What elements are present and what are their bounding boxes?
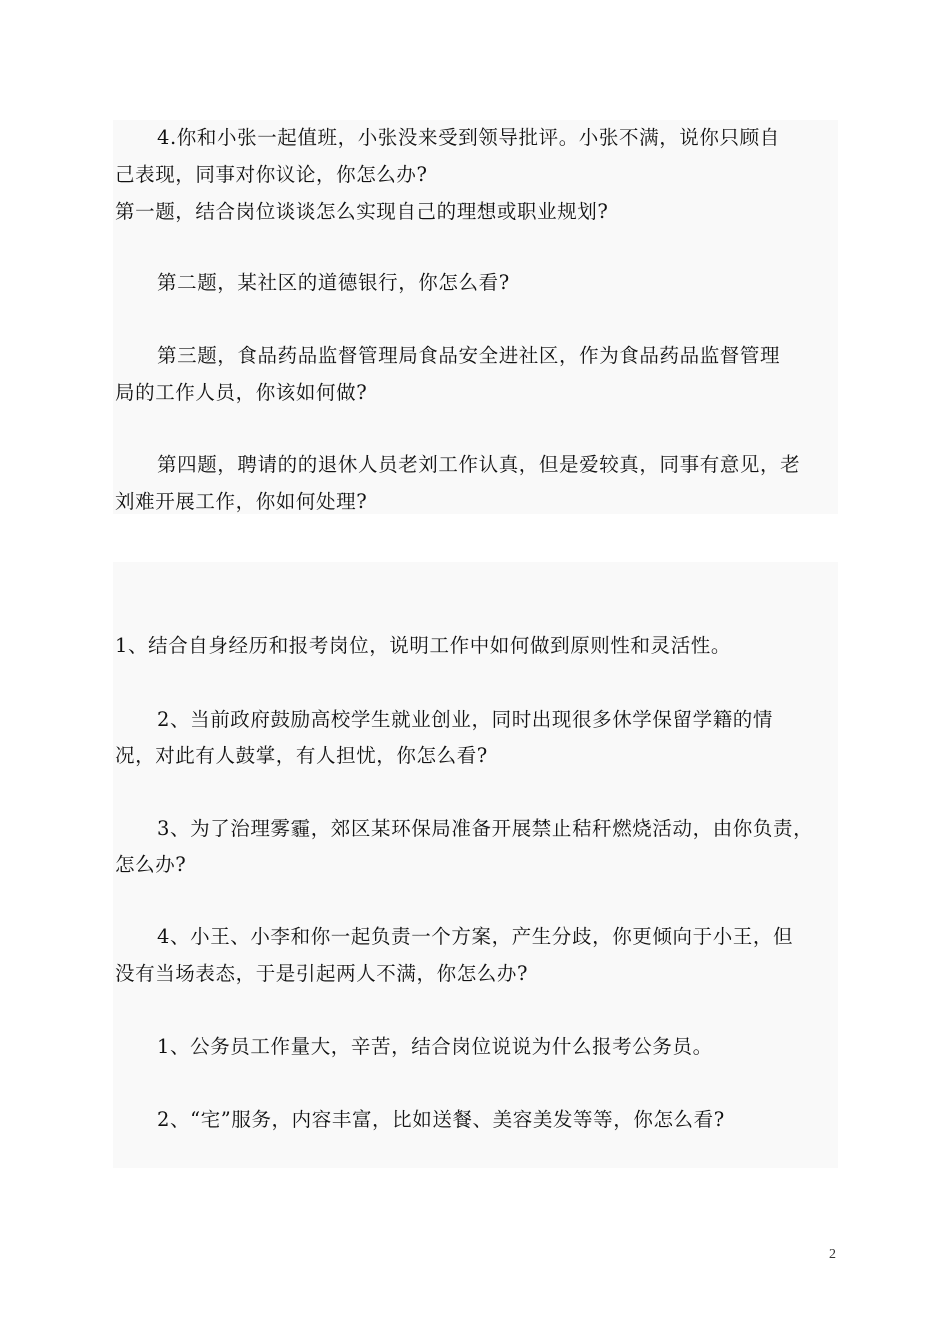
topic-4-line-1: 第四题，聘请的的退休人员老刘工作认真，但是爱较真，同事有意见，老 (157, 453, 801, 476)
topic-3-line-2: 局的工作人员，你该如何做? (115, 381, 368, 404)
page-number: 2 (829, 1247, 836, 1262)
topic-1: 第一题，结合岗位谈谈怎么实现自己的理想或职业规划? (115, 200, 609, 223)
question-r1: 1、公务员工作量大，辛苦，结合岗位说说为什么报考公务员。 (157, 1035, 713, 1058)
question-3-line-2: 怎么办? (115, 853, 187, 876)
question-4b-line-2: 没有当场表态，于是引起两人不满，你怎么办? (115, 962, 529, 985)
question-2-line-1: 2、当前政府鼓励高校学生就业创业，同时出现很多休学保留学籍的情 (157, 708, 774, 731)
question-3-line-1: 3、为了治理雾霾，郊区某环保局准备开展禁止秸秆燃烧活动，由你负责， (157, 817, 814, 840)
topic-4-line-2: 刘难开展工作，你如何处理? (115, 490, 368, 513)
question-4-line-1: 4.你和小张一起值班，小张没来受到领导批评。小张不满，说你只顾自 (157, 126, 780, 149)
question-4b-line-1: 4、小王、小李和你一起负责一个方案，产生分歧，你更倾向于小王，但 (157, 925, 794, 948)
question-4-line-2: 己表现，同事对你议论，你怎么办? (115, 163, 428, 186)
question-r2: 2、“宅”服务，内容丰富，比如送餐、美容美发等等，你怎么看? (157, 1108, 725, 1131)
question-1: 1、结合自身经历和报考岗位，说明工作中如何做到原则性和灵活性。 (115, 634, 732, 657)
question-2-line-2: 况，对此有人鼓掌，有人担忧，你怎么看? (115, 744, 488, 767)
topic-3-line-1: 第三题，食品药品监督管理局食品安全进社区，作为食品药品监督管理 (157, 344, 781, 367)
topic-2: 第二题，某社区的道德银行，你怎么看? (157, 271, 510, 294)
